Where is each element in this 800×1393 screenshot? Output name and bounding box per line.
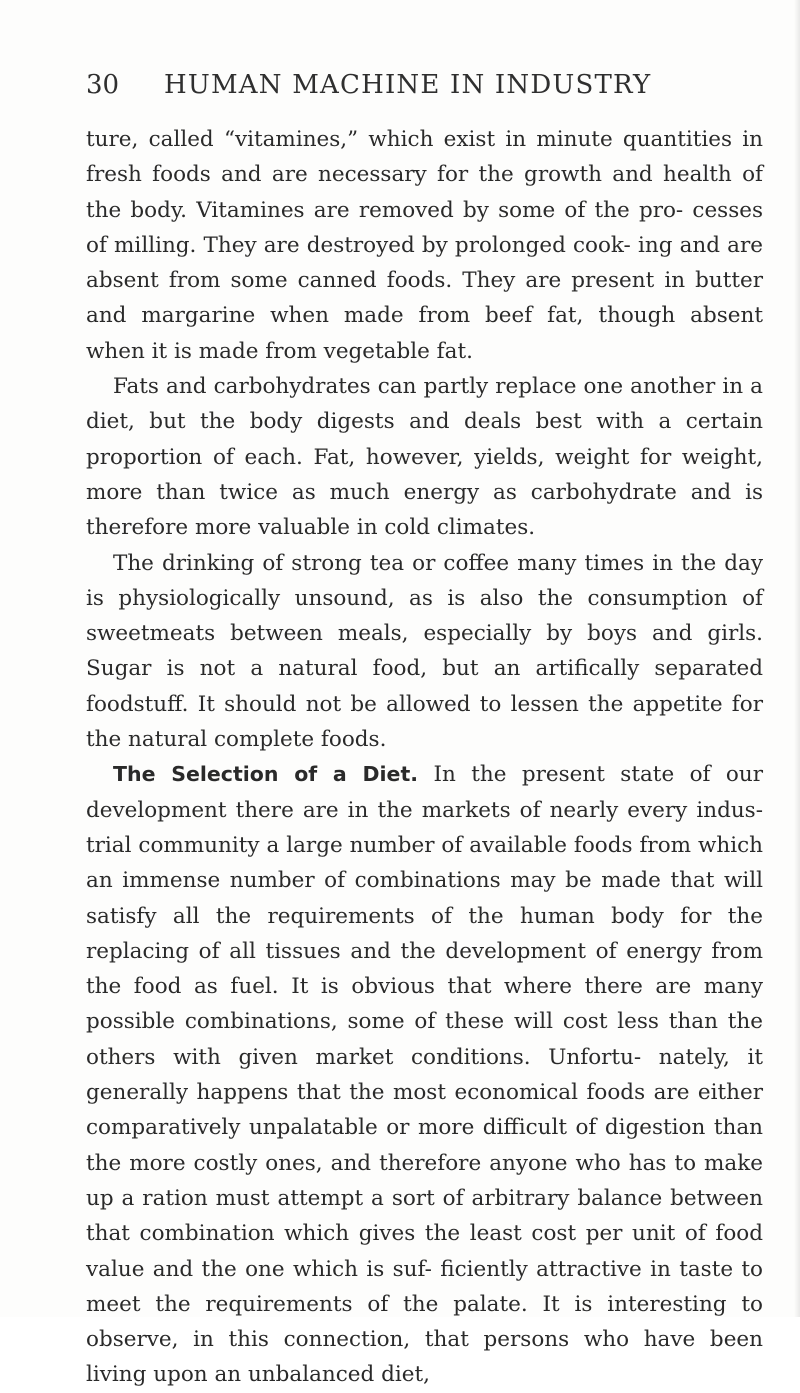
page-header [86, 70, 786, 110]
paragraph-tea-coffee-sugar [86, 546, 763, 758]
paragraph-selection-of-diet-text: In the present state of our development there are in the markets of nearly every indus- trial community a large number of available foods from which an immense number of combinations may be made that will satisfy all the requirements of the human body for the replacing of all tissues and the development of energy from the food as fuel. It is obvious that where there are many possible combinations, some of these will cost less than the others with given market conditions. Unfortu- nately, it generally happens that the most economical foods are either comparatively unpalatable or more difficult of digestion than the more costly ones, and therefore anyone who has to make up a ration must attempt a sort of arbitrary balance between that combination which gives the least cost per unit of food value and the one which is suf- ficiently attractive in taste to meet the requirements of the palate. It is interesting to observe, in this connection, that persons who have been living upon an unbalanced diet, [86, 762, 763, 1388]
body-text [86, 122, 763, 1393]
paragraph-selection-of-diet [86, 757, 763, 1392]
paragraph-tea-coffee-sugar-text: The drinking of strong tea or coffee many times in the day is physiologically unsound, as is also the consumption of sweetmeats between meals, especially by boys and girls. Sugar is not a natural food, but an artifically separated foodstuff. It should not be allowed to lessen the appetite for the natural complete foods. [86, 550, 763, 753]
paragraph-fats-carbohydrates: Fats and carbohydrates can partly replace one another in a diet, but the body digests and deals best with a certain proportion of each. Fat, however, yields, weight for weight, more than twice as much energy as carbohydrate and is therefore more valuable in cold climates. [86, 374, 763, 541]
section-heading: The Selection of a Diet. [113, 762, 419, 787]
page-number: 30 [86, 70, 120, 100]
page-edge-shadow [794, 0, 800, 1317]
running-head: HUMAN MACHINE IN INDUSTRY [164, 70, 652, 100]
paragraph-vitamines: ture, called “vitamines,” which exist in minute quantities in fresh foods and are necessary for the growth and health of the body. Vitamines are removed by some of the pro- cesses of milling. They are destroyed by prolonged cook- ing and are absent from some canned foods. They are present in butter and margarine when made from beef fat, though absent when it is made from vegetable fat. [86, 127, 763, 364]
